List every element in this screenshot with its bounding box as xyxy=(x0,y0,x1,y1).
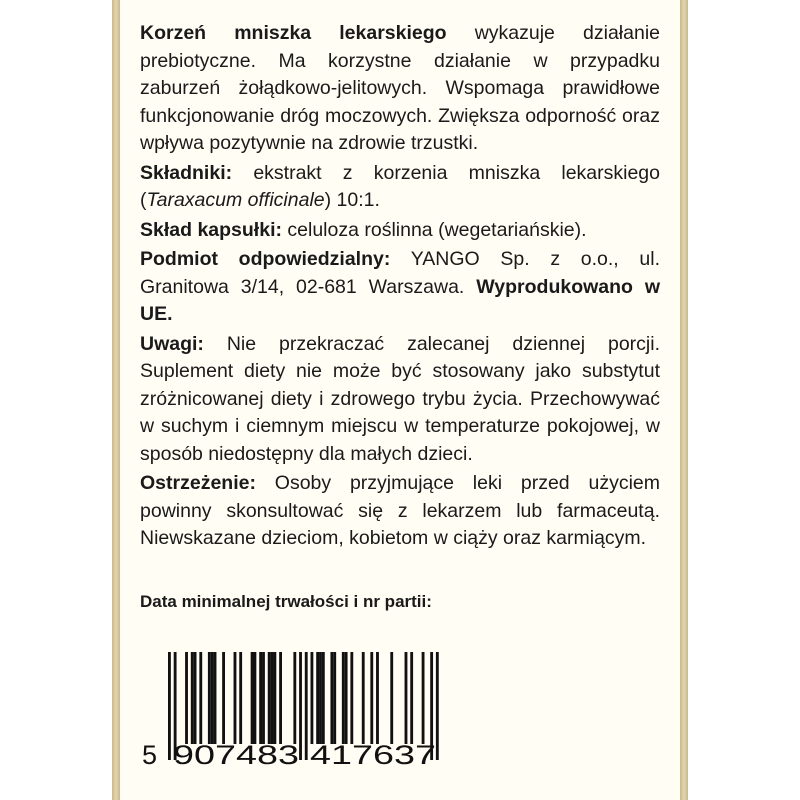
entity-text: YANGO Sp. z o.o., ul. Granitowa 3/14, 02-681 Warszawa. xyxy=(140,248,661,298)
warning-paragraph xyxy=(140,470,660,553)
barcode-bar xyxy=(214,652,217,744)
description-paragraph xyxy=(140,20,660,158)
barcode-bar xyxy=(330,652,333,744)
barcode-bar xyxy=(271,652,274,744)
ingredients-text: ekstrakt z korzenia mniszka lekarskiego ( xyxy=(140,161,660,211)
barcode-bar xyxy=(268,652,271,744)
entity-label: Podmiot odpowiedzialny: xyxy=(140,248,391,270)
ingredients-paragraph xyxy=(140,160,660,215)
best-before-label: Data minimalnej trwałości i nr partii: xyxy=(140,592,432,611)
barcode-bar xyxy=(211,652,214,744)
barcode-bar xyxy=(208,652,211,744)
barcode-bar xyxy=(422,652,425,744)
barcode-bar xyxy=(194,652,197,744)
barcode-bar xyxy=(299,652,302,760)
barcode-bar xyxy=(305,652,308,760)
barcode-bar xyxy=(342,652,345,744)
barcode-bar xyxy=(370,652,373,744)
capsule-label: Skład kapsułki: xyxy=(140,218,282,241)
barcode-bar xyxy=(239,652,242,744)
barcode-bar xyxy=(436,652,439,760)
barcode-bar xyxy=(185,652,188,744)
barcode-bar xyxy=(322,652,325,744)
barcode-bar xyxy=(254,652,257,744)
barcode-bar xyxy=(191,652,194,744)
description-text: wykazuje działanie prebiotyczne. Ma korzystne działanie w przypadku zaburzeń żołądkowo-jelitowych. Wspomaga prawidłowe funkcjonowanie dróg moczowych. Zwiększa odporność oraz wpływa pozytywnie na zdrowie trzustki. xyxy=(140,22,660,154)
barcode-bar xyxy=(259,652,262,744)
barcode-bar xyxy=(199,652,202,744)
barcode-bar xyxy=(279,652,282,744)
barcode-right-digits: 417637 xyxy=(310,740,436,770)
barcode-bar xyxy=(376,652,379,744)
barcode-bar xyxy=(251,652,254,744)
label-text xyxy=(140,20,660,555)
barcode-bar xyxy=(293,652,296,744)
label-border-right xyxy=(680,0,688,800)
product-name: Korzeń mniszka lekarskiego xyxy=(140,22,447,44)
barcode-bar xyxy=(262,652,265,744)
barcode-bar xyxy=(168,652,171,760)
barcode-bar xyxy=(362,652,365,744)
label-border-left xyxy=(112,0,120,800)
barcode-bar xyxy=(319,652,322,744)
barcode-bar xyxy=(390,652,393,744)
warning-text: Osoby przyjmujące leki przed użyciem powinny skonsultować się z lekarzem lub farmaceutą. Niewskazane dzieciom, kobietom w ciąży oraz karmiącym. xyxy=(140,472,660,549)
ingredients-latin: Taraxacum officinale xyxy=(146,189,325,211)
barcode-bar xyxy=(273,652,276,744)
barcode-left-digits: 907483 xyxy=(173,740,299,770)
warning-label: Ostrzeżenie: xyxy=(140,472,256,494)
notes-label: Uwagi: xyxy=(140,332,204,355)
barcode-bar xyxy=(222,652,225,744)
barcode-bar xyxy=(316,652,319,744)
ingredients-label: Składniki: xyxy=(140,161,233,184)
barcode-bar xyxy=(410,652,413,744)
barcode-bar xyxy=(405,652,408,744)
barcode-first-digit: 5 xyxy=(142,740,158,770)
barcode xyxy=(140,640,460,770)
barcode-bar xyxy=(234,652,237,744)
capsule-text: celuloza roślinna (wegetariańskie). xyxy=(281,218,587,241)
barcode-bar xyxy=(311,652,314,744)
ingredients-ratio: ) 10:1. xyxy=(324,189,380,211)
notes-paragraph xyxy=(140,331,660,469)
entity-paragraph xyxy=(140,246,660,329)
made-in: Wyprodukowano w UE. xyxy=(140,275,660,325)
barcode-bar xyxy=(333,652,336,744)
notes-text: Nie przekraczać zalecanej dziennej porcji. Suplement diety nie może być stosowany jako substytut zróżnicowanej diety i zdrowego trybu życia. Przechowywać w suchym i ciemnym miejscu w temperaturze pokojowej, w sposób niedostępny dla małych dzieci. xyxy=(140,332,660,465)
barcode-graphic xyxy=(140,640,460,770)
barcode-bar xyxy=(350,652,353,744)
barcode-bar xyxy=(345,652,348,744)
capsule-paragraph xyxy=(140,217,660,245)
